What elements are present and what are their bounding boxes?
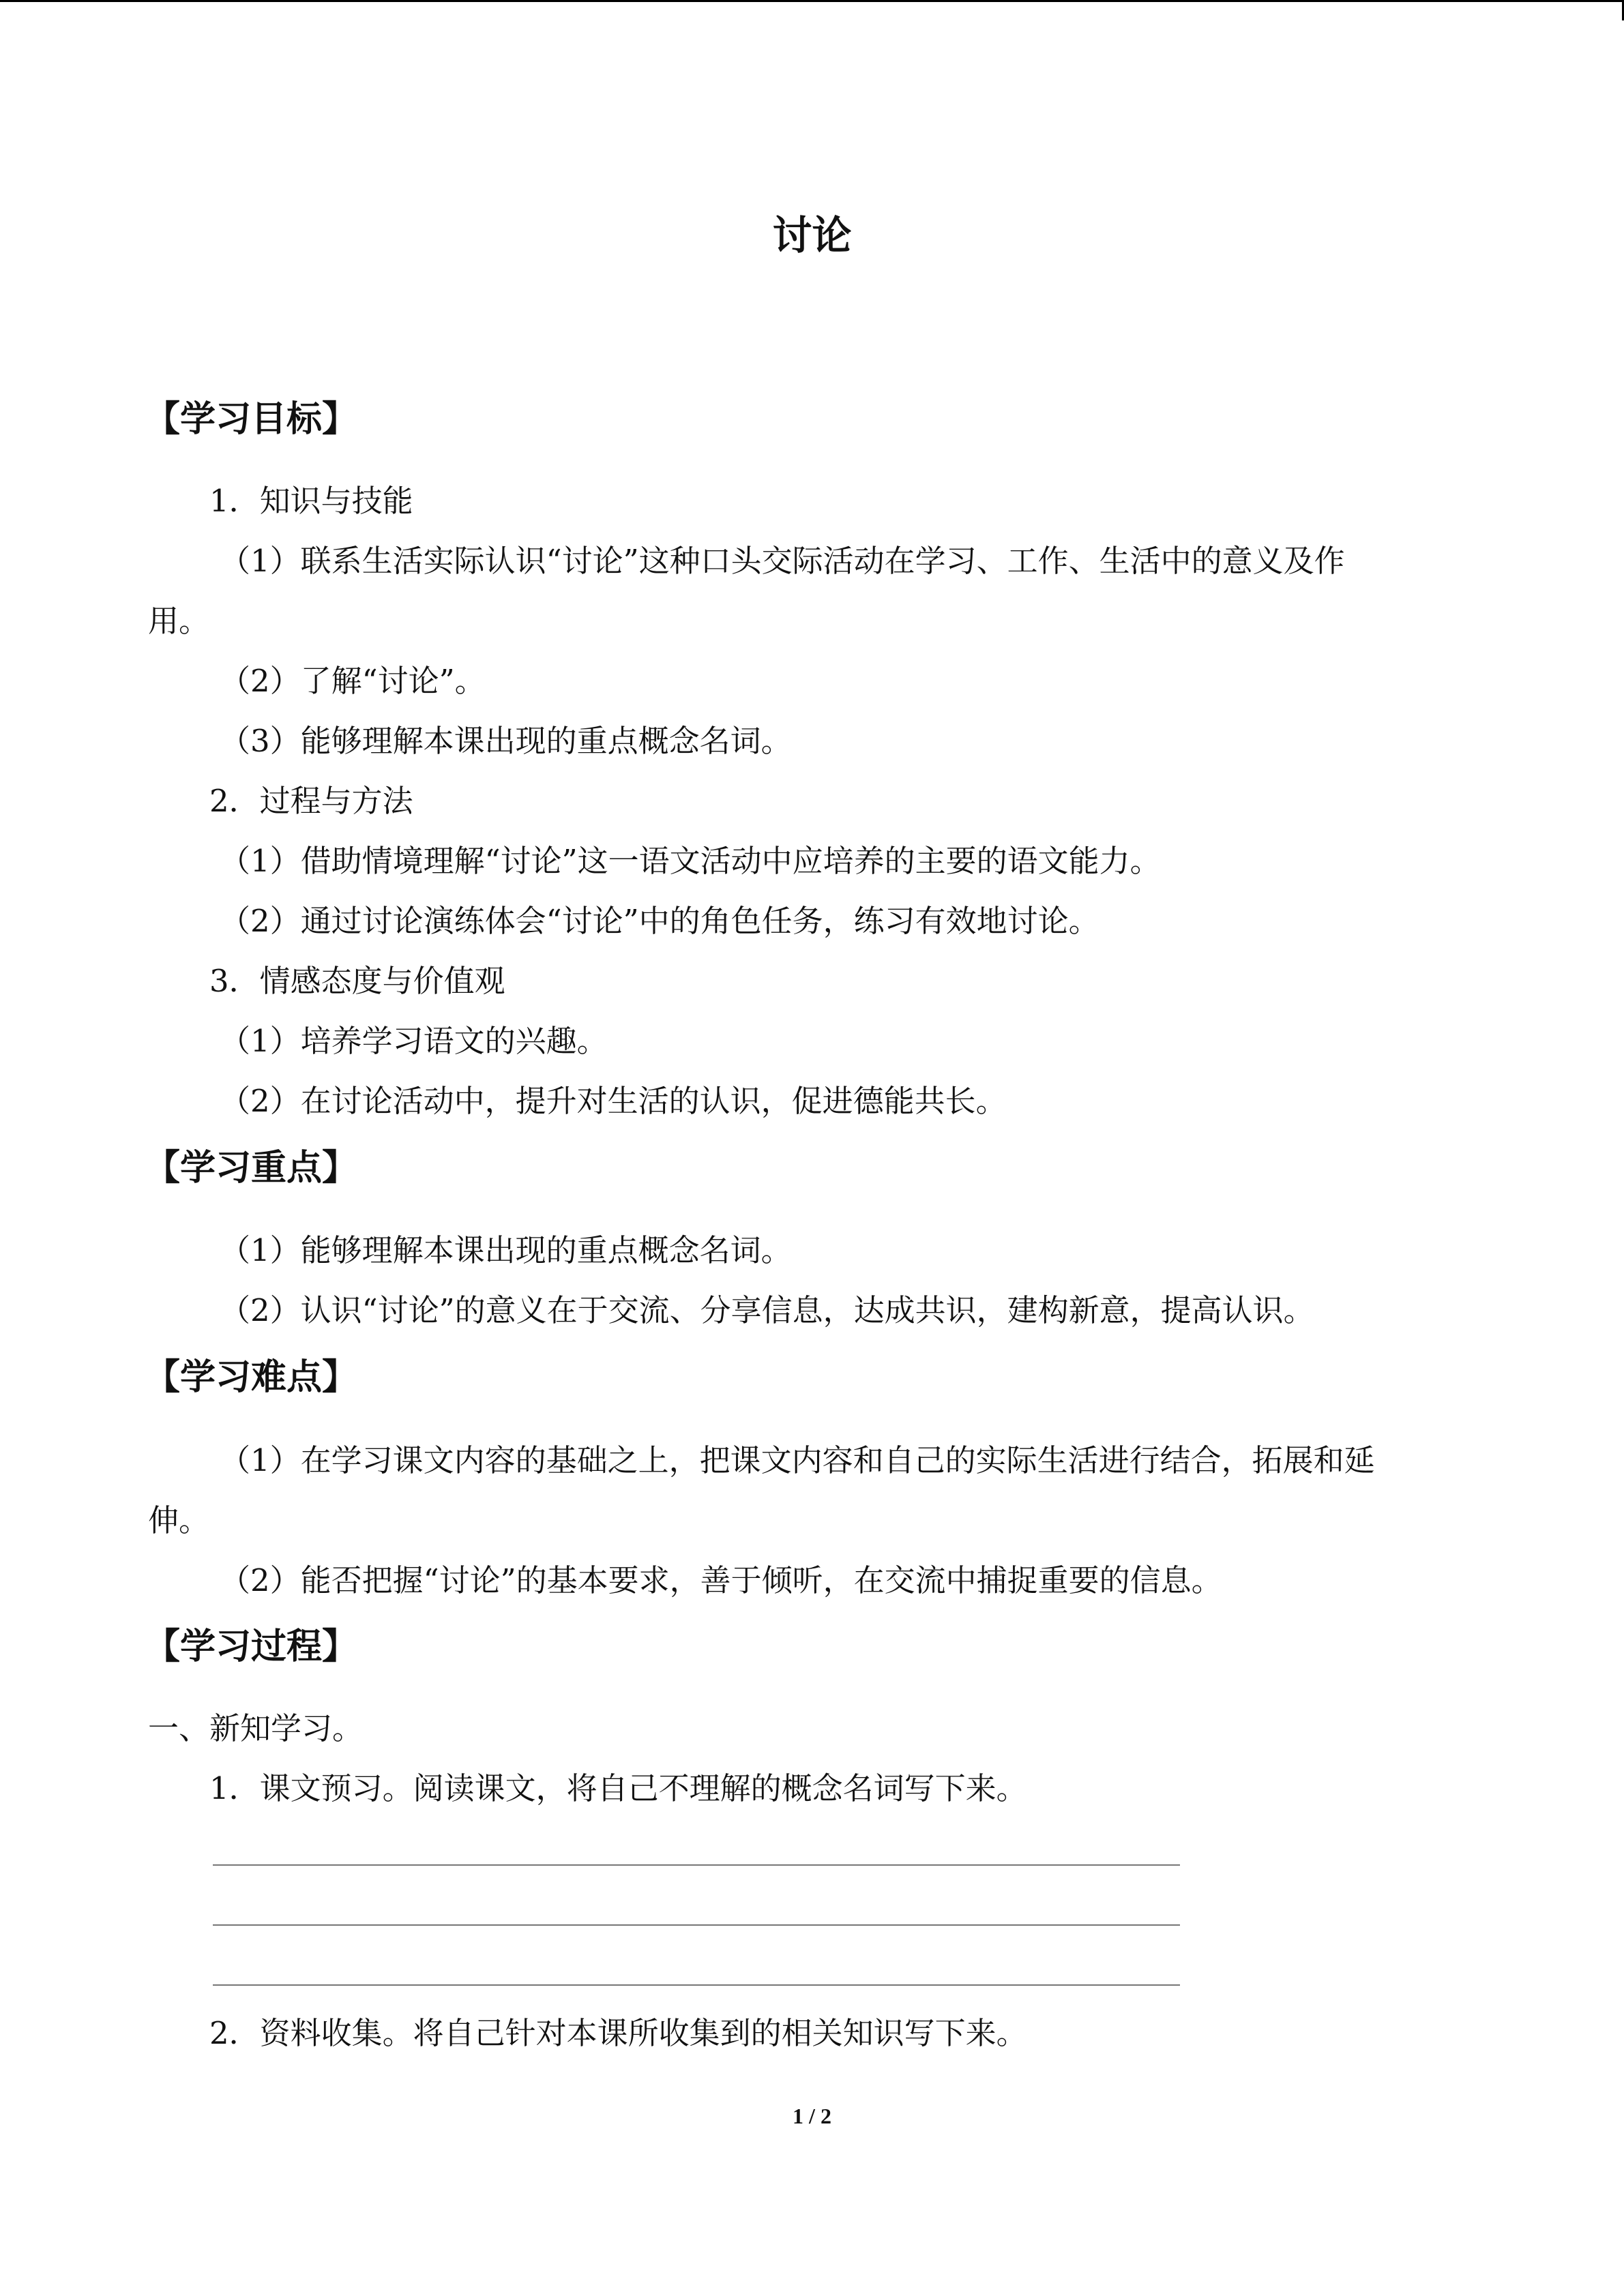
goal-item-1-1: （1）联系生活实际认识“讨论”这种口头交际活动在学习、工作、生活中的意义及作 [220,543,1345,579]
goal-item-3-2: （2）在讨论活动中，提升对生活的认识，促进德能共长。 [220,1083,1007,1119]
goal-item-2-2: （2）通过讨论演练体会“讨论”中的角色任务，练习有效地讨论。 [220,903,1099,939]
goal-item-3-1: （1）培养学习语文的兴趣。 [220,1023,608,1059]
page-border-top [0,0,1624,2]
section-heading-process: 【学习过程】 [145,1626,358,1667]
goal-item-1: 1．知识与技能 [209,483,413,519]
section-heading-difficult: 【学习难点】 [145,1357,358,1398]
key-item-2: （2）认识“讨论”的意义在于交流、分享信息，达成共识，建构新意，提高认识。 [220,1292,1314,1328]
page-number: 1 / 2 [793,2104,831,2128]
page-title: 讨论 [772,212,852,258]
goal-item-2: 2．过程与方法 [209,783,413,819]
process-step-1: 1．课文预习。阅读课文，将自己不理解的概念名词写下来。 [209,1770,1027,1806]
difficult-item-1: （1）在学习课文内容的基础之上，把课文内容和自己的实际生活进行结合，拓展和延 [220,1442,1375,1478]
answer-line [213,1984,1180,1986]
goal-item-3: 3．情感态度与价值观 [209,963,505,999]
answer-line [213,1924,1180,1926]
process-step-2: 2．资料收集。将自己针对本课所收集到的相关知识写下来。 [209,2015,1027,2051]
answer-line [213,1864,1180,1866]
goal-item-2-1: （1）借助情境理解“讨论”这一语文活动中应培养的主要的语文能力。 [220,843,1161,879]
section-heading-goals: 【学习目标】 [145,399,358,440]
process-part-1: 一、新知学习。 [148,1710,364,1746]
difficult-item-1-cont: 伸。 [148,1502,210,1538]
section-heading-key: 【学习重点】 [145,1148,358,1189]
goal-item-1-1-cont: 用。 [148,603,210,639]
difficult-item-2: （2）能否把握“讨论”的基本要求，善于倾听，在交流中捕捉重要的信息。 [220,1562,1222,1598]
key-item-1: （1）能够理解本课出现的重点概念名词。 [220,1232,792,1268]
goal-item-1-2: （2）了解“讨论”。 [220,663,486,699]
goal-item-1-3: （3）能够理解本课出现的重点概念名词。 [220,723,792,759]
